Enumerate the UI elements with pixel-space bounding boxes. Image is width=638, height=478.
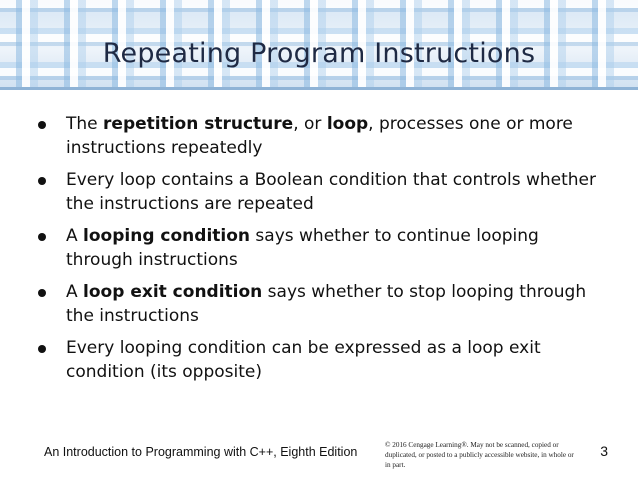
bullet-text-part: Every loop contains a Boolean condition that controls whether the instructions are repeated (66, 170, 597, 214)
bullet-item (38, 280, 608, 328)
bullet-item (38, 112, 608, 160)
bullet-item (38, 336, 608, 384)
bullet-text-part: , processes one or more instructions repeatedly (66, 114, 573, 158)
bullet-dot-icon (38, 345, 46, 353)
bullet-text-bold: repetition structure (103, 114, 294, 134)
bullet-text-part: , or (293, 114, 327, 134)
bullet-item (38, 224, 608, 272)
bullet-text-part: says whether to stop looping through the instructions (66, 282, 587, 326)
bullet-text-bold: loop exit condition (83, 282, 263, 302)
page-number: 3 (600, 443, 608, 459)
bullet-text-part: says whether to continue looping through instructions (66, 226, 539, 270)
bullet-text-part: The (66, 114, 104, 134)
footer-copyright: © 2016 Cengage Learning®. May not be scanned, copied or duplicated, or posted to a publicly accessible website, in whole or in part. (385, 441, 574, 469)
bullet-dot-icon (38, 121, 46, 129)
footer-book-title: An Introduction to Programming with C++, Eighth Edition (44, 445, 358, 459)
bullet-text-part: A (66, 282, 84, 302)
bullet-item (38, 168, 608, 216)
bullet-text-bold: loop (326, 114, 369, 134)
bullet-list (38, 112, 608, 392)
bullet-dot-icon (38, 233, 46, 241)
bullet-dot-icon (38, 289, 46, 297)
bullet-text-part: Every looping condition can be expressed as a loop exit condition (its opposite) (66, 338, 541, 382)
slide-title: Repeating Program Instructions (102, 38, 536, 69)
bullet-text-bold: looping condition (83, 226, 251, 246)
bullet-dot-icon (38, 177, 46, 185)
bullet-text-part: A (66, 226, 84, 246)
